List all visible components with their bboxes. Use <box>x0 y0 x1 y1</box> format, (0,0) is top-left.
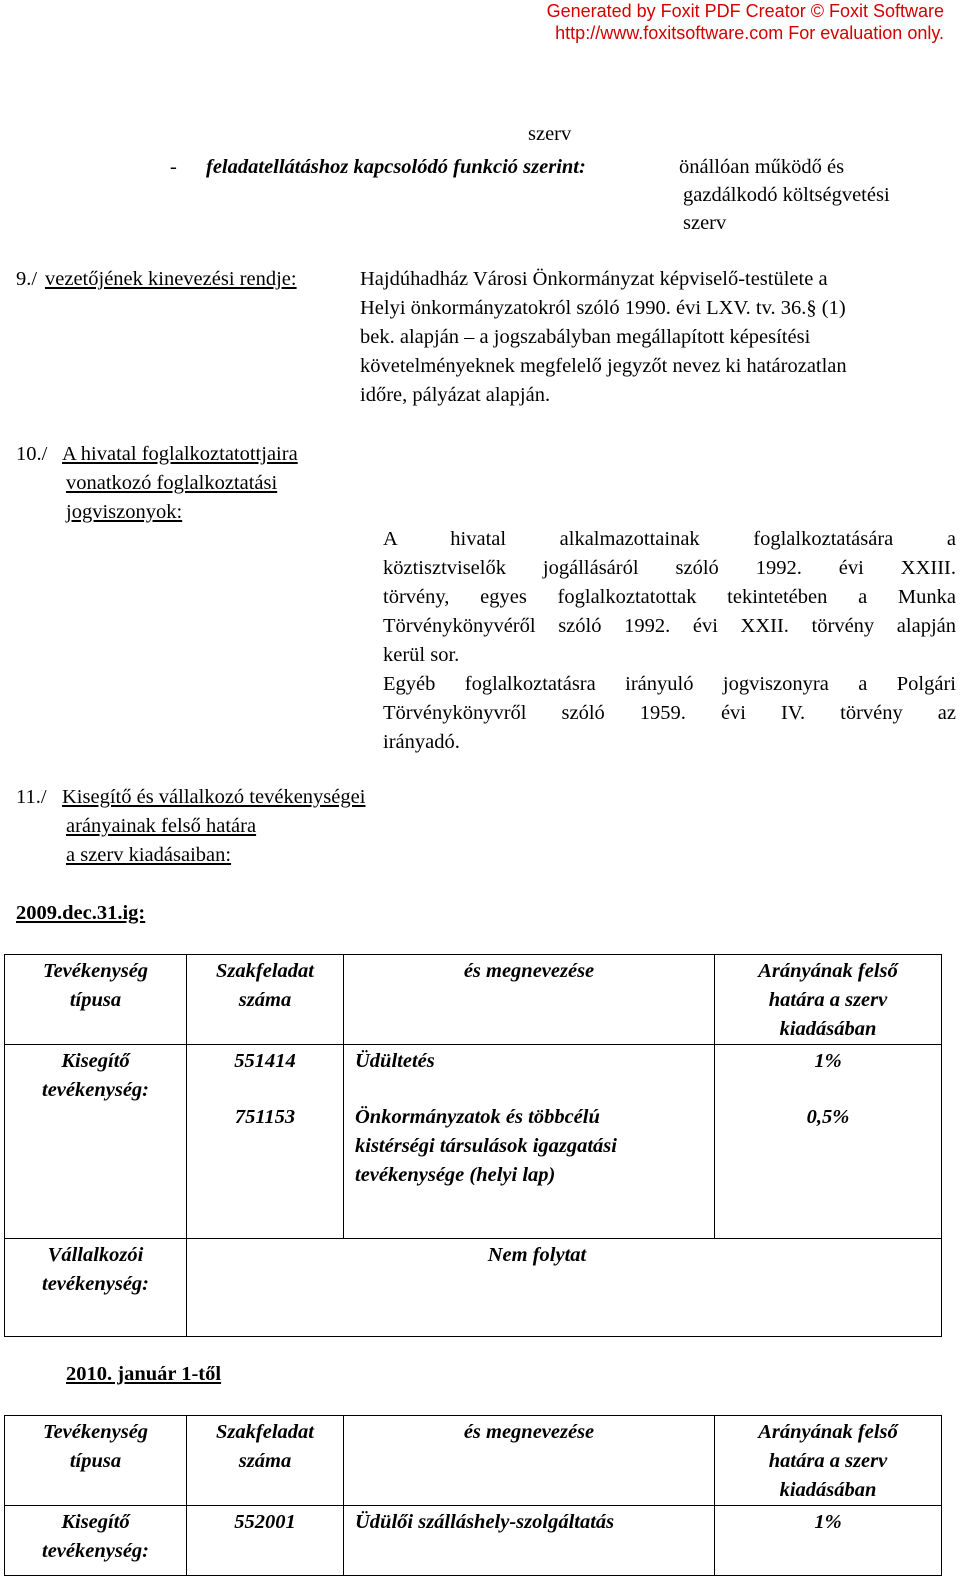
header-ratio-line-1: Arányának felső <box>758 1421 898 1443</box>
sec9-line-5: időre, pályázat alapján. <box>360 384 551 406</box>
cell-ratio <box>715 1506 942 1576</box>
cell-name <box>344 1506 715 1576</box>
header-type-line-2: típusa <box>69 1450 122 1472</box>
szerv-line: szerv <box>528 123 572 145</box>
header-type-line-2: típusa <box>69 989 122 1011</box>
header-cell-ratio <box>715 1416 942 1506</box>
function-label: feladatellátáshoz kapcsolódó funkció szerint: <box>206 156 586 178</box>
cell-ratio <box>715 1045 942 1239</box>
header-code-line-1: Szakfeladat <box>216 1421 314 1443</box>
row1-type-line-1: Kisegítő <box>61 1050 130 1072</box>
cell-type <box>5 1506 187 1576</box>
header-name: és megnevezése <box>463 960 595 982</box>
table-2010 <box>4 1415 942 1576</box>
table-row <box>5 1416 942 1506</box>
header-cell-name <box>344 1416 715 1506</box>
function-value-2: gazdálkodó költségvetési <box>683 184 890 206</box>
row1-name-b-line-2: kistérségi társulások igazgatási <box>355 1135 617 1157</box>
sec9-line-4: követelményeknek megfelelő jegyzőt nevez ki határozatlan <box>360 355 847 377</box>
sec11-label-1: Kisegítő és vállalkozó tevékenységei <box>62 786 366 808</box>
row1-ratio-a: 1% <box>814 1050 842 1072</box>
sec9-label: vezetőjének kinevezési rendje: <box>45 268 297 290</box>
sec10-line-5: kerül sor. <box>383 644 460 666</box>
row2-type-line-1: Vállalkozói <box>47 1244 144 1266</box>
table-2009-heading: 2009.dec.31.ig: <box>16 902 146 924</box>
sec10-line-8: irányadó. <box>383 731 460 753</box>
header-type-line-1: Tevékenység <box>42 1421 149 1443</box>
header-cell-type <box>5 955 187 1045</box>
sec10-line-3: törvény, egyes foglalkoztatottak tekintetében a Munka <box>383 586 956 608</box>
watermark-line-1: Generated by Foxit PDF Creator © Foxit Software <box>546 1 944 21</box>
sec10-line-4: Törvénykönyvéről szóló 1992. évi XXII. törvény alapján <box>383 615 956 637</box>
sec10-label-2: vonatkozó foglalkoztatási <box>66 472 278 494</box>
sec9-line-1: Hajdúhadház Városi Önkormányzat képviselő-testülete a <box>360 268 828 290</box>
table-2010-heading: 2010. január 1-től <box>66 1363 222 1385</box>
row1-code-a: 551414 <box>234 1050 296 1072</box>
header-name: és megnevezése <box>463 1421 595 1443</box>
header-ratio-line-2: határa a szerv <box>768 989 888 1011</box>
sec9-line-2: Helyi önkormányzatokról szóló 1990. évi LXV. tv. 36.§ (1) <box>360 297 846 319</box>
dash: - <box>170 156 177 178</box>
header-ratio-line-3: kiadásában <box>779 1018 877 1040</box>
sec10-line-2: köztisztviselők jogállásáról szóló 1992. évi XXIII. <box>383 557 956 579</box>
row1-code-b: 751153 <box>234 1106 296 1128</box>
row1-type-line-2: tevékenység: <box>42 1540 149 1562</box>
header-cell-name <box>344 955 715 1045</box>
sec11-number: 11./ <box>16 786 47 808</box>
table-row <box>5 1239 942 1337</box>
function-value-1: önállóan működő és <box>679 156 845 178</box>
sec10-paragraph <box>383 525 956 757</box>
header-cell-type <box>5 1416 187 1506</box>
sec10-label-3: jogviszonyok: <box>66 501 183 523</box>
row1-name-b-line-3: tevékenysége (helyi lap) <box>355 1164 556 1186</box>
row1-name-a: Üdültetés <box>355 1050 435 1072</box>
header-cell-code <box>187 1416 344 1506</box>
cell-type <box>5 1239 187 1337</box>
cell-value <box>187 1239 942 1337</box>
row1-ratio: 1% <box>814 1511 842 1533</box>
cell-code <box>187 1506 344 1576</box>
header-code-line-2: száma <box>238 989 292 1011</box>
header-code-line-2: száma <box>238 1450 292 1472</box>
row1-ratio-b: 0,5% <box>806 1106 850 1128</box>
header-ratio-line-3: kiadásában <box>779 1479 877 1501</box>
row2-value: Nem folytat <box>487 1244 587 1266</box>
sec9-number: 9./ <box>16 268 38 290</box>
cell-code <box>187 1045 344 1239</box>
row1-name-b-line-1: Önkormányzatok és többcélú <box>355 1106 600 1128</box>
table-row <box>5 1045 942 1239</box>
header-code-line-1: Szakfeladat <box>216 960 314 982</box>
row1-code: 552001 <box>234 1511 296 1533</box>
sec10-label-1: A hivatal foglalkoztatottjaira <box>62 443 298 465</box>
row1-name: Üdülői szálláshely-szolgáltatás <box>355 1511 615 1533</box>
sec11-label-3: a szerv kiadásaiban: <box>66 844 232 866</box>
table-row <box>5 1506 942 1576</box>
row1-type-line-1: Kisegítő <box>61 1511 130 1533</box>
sec9-line-3: bek. alapján – a jogszabályban megállapított képesítési <box>360 326 811 348</box>
sec10-line-7: Törvénykönyvről szóló 1959. évi IV. törvény az <box>383 702 956 724</box>
sec10-line-6: Egyéb foglalkoztatásra irányuló jogviszonyra a Polgári <box>383 673 956 695</box>
table-row <box>5 955 942 1045</box>
row1-type-line-2: tevékenység: <box>42 1079 149 1101</box>
header-type-line-1: Tevékenység <box>42 960 149 982</box>
header-cell-code <box>187 955 344 1045</box>
cell-name <box>344 1045 715 1239</box>
header-cell-ratio <box>715 955 942 1045</box>
table-2009 <box>4 954 942 1337</box>
header-ratio-line-2: határa a szerv <box>768 1450 888 1472</box>
row2-type-line-2: tevékenység: <box>42 1273 149 1295</box>
sec10-number: 10./ <box>16 443 48 465</box>
sec10-line-1: A hivatal alkalmazottainak foglalkoztatására a <box>383 528 956 550</box>
sec11-label-2: arányainak felső határa <box>66 815 257 837</box>
function-value-3: szerv <box>683 212 727 234</box>
header-ratio-line-1: Arányának felső <box>758 960 898 982</box>
watermark-line-2: http://www.foxitsoftware.com For evaluation only. <box>555 23 944 43</box>
cell-type <box>5 1045 187 1239</box>
